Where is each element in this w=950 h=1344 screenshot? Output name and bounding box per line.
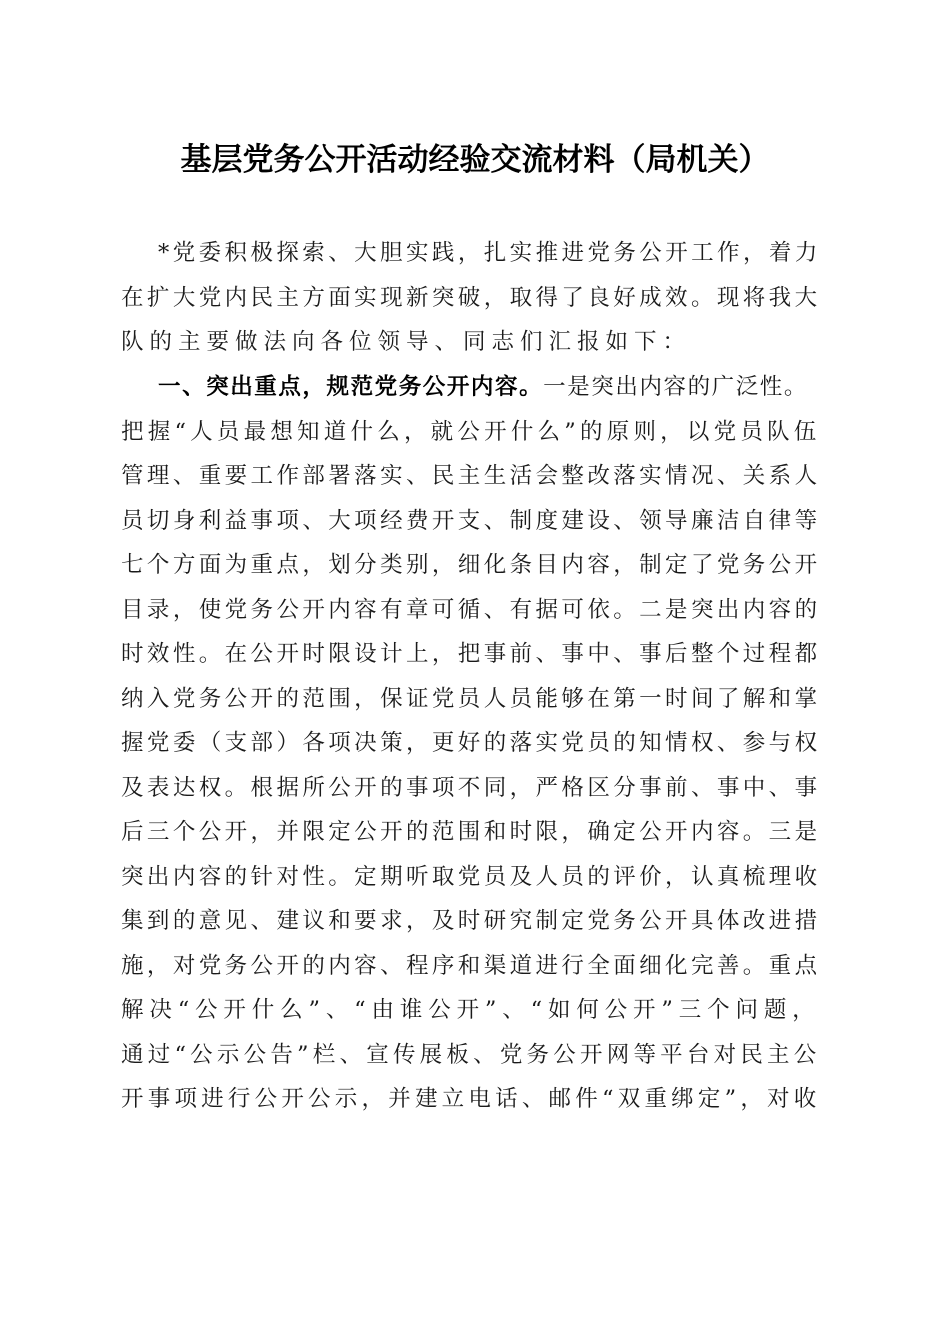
body-line: 后三个公开，并限定公开的范围和时限，确定公开内容。三是 [121,819,821,845]
section-1-first-line [158,372,808,402]
body-line: 把握“人员最想知道什么，就公开什么”的原则，以党员队伍 [121,419,821,445]
body-line: 及表达权。根据所公开的事项不同，严格区分事前、事中、事 [121,775,821,801]
body-line: 解决“公开什么”、“由谁公开”、“如何公开”三个问题， [121,997,821,1023]
document-title: 基层党务公开活动经验交流材料（局机关） [180,142,770,178]
body-line: 握党委（支部）各项决策，更好的落实党员的知情权、参与权 [121,730,821,756]
body-line: 时效性。在公开时限设计上，把事前、事中、事后整个过程都 [121,641,821,667]
body-line: 开事项进行公开公示，并建立电话、邮件“双重绑定”，对收 [121,1086,821,1112]
section-1-first-line-text: 一是突出内容的广泛性。 [543,374,808,400]
intro-line: 队的主要做法向各位领导、同志们汇报如下： [121,329,692,355]
body-line: 集到的意见、建议和要求，及时研究制定党务公开具体改进措 [121,908,821,934]
body-line: 突出内容的针对性。定期听取党员及人员的评价，认真梳理收 [121,864,821,890]
intro-line: 在扩大党内民主方面实现新突破，取得了良好成效。现将我大 [121,285,821,311]
section-1-heading: 一、突出重点，规范党务公开内容。 [158,374,544,400]
body-line: 通过“公示公告”栏、宣传展板、党务公开网等平台对民主公 [121,1042,821,1068]
body-line: 管理、重要工作部署落实、民主生活会整改落实情况、关系人 [121,463,821,489]
body-line: 目录，使党务公开内容有章可循、有据可依。二是突出内容的 [121,597,821,623]
body-line: 施，对党务公开的内容、程序和渠道进行全面细化完善。重点 [121,953,821,979]
body-line: 七个方面为重点，划分类别，细化条目内容，制定了党务公开 [121,552,821,578]
body-line: 员切身利益事项、大项经费开支、制度建设、领导廉洁自律等 [121,508,821,534]
body-line: 纳入党务公开的范围，保证党员人员能够在第一时间了解和掌 [121,686,821,712]
intro-line: *党委积极探索、大胆实践，扎实推进党务公开工作，着力 [158,240,821,266]
